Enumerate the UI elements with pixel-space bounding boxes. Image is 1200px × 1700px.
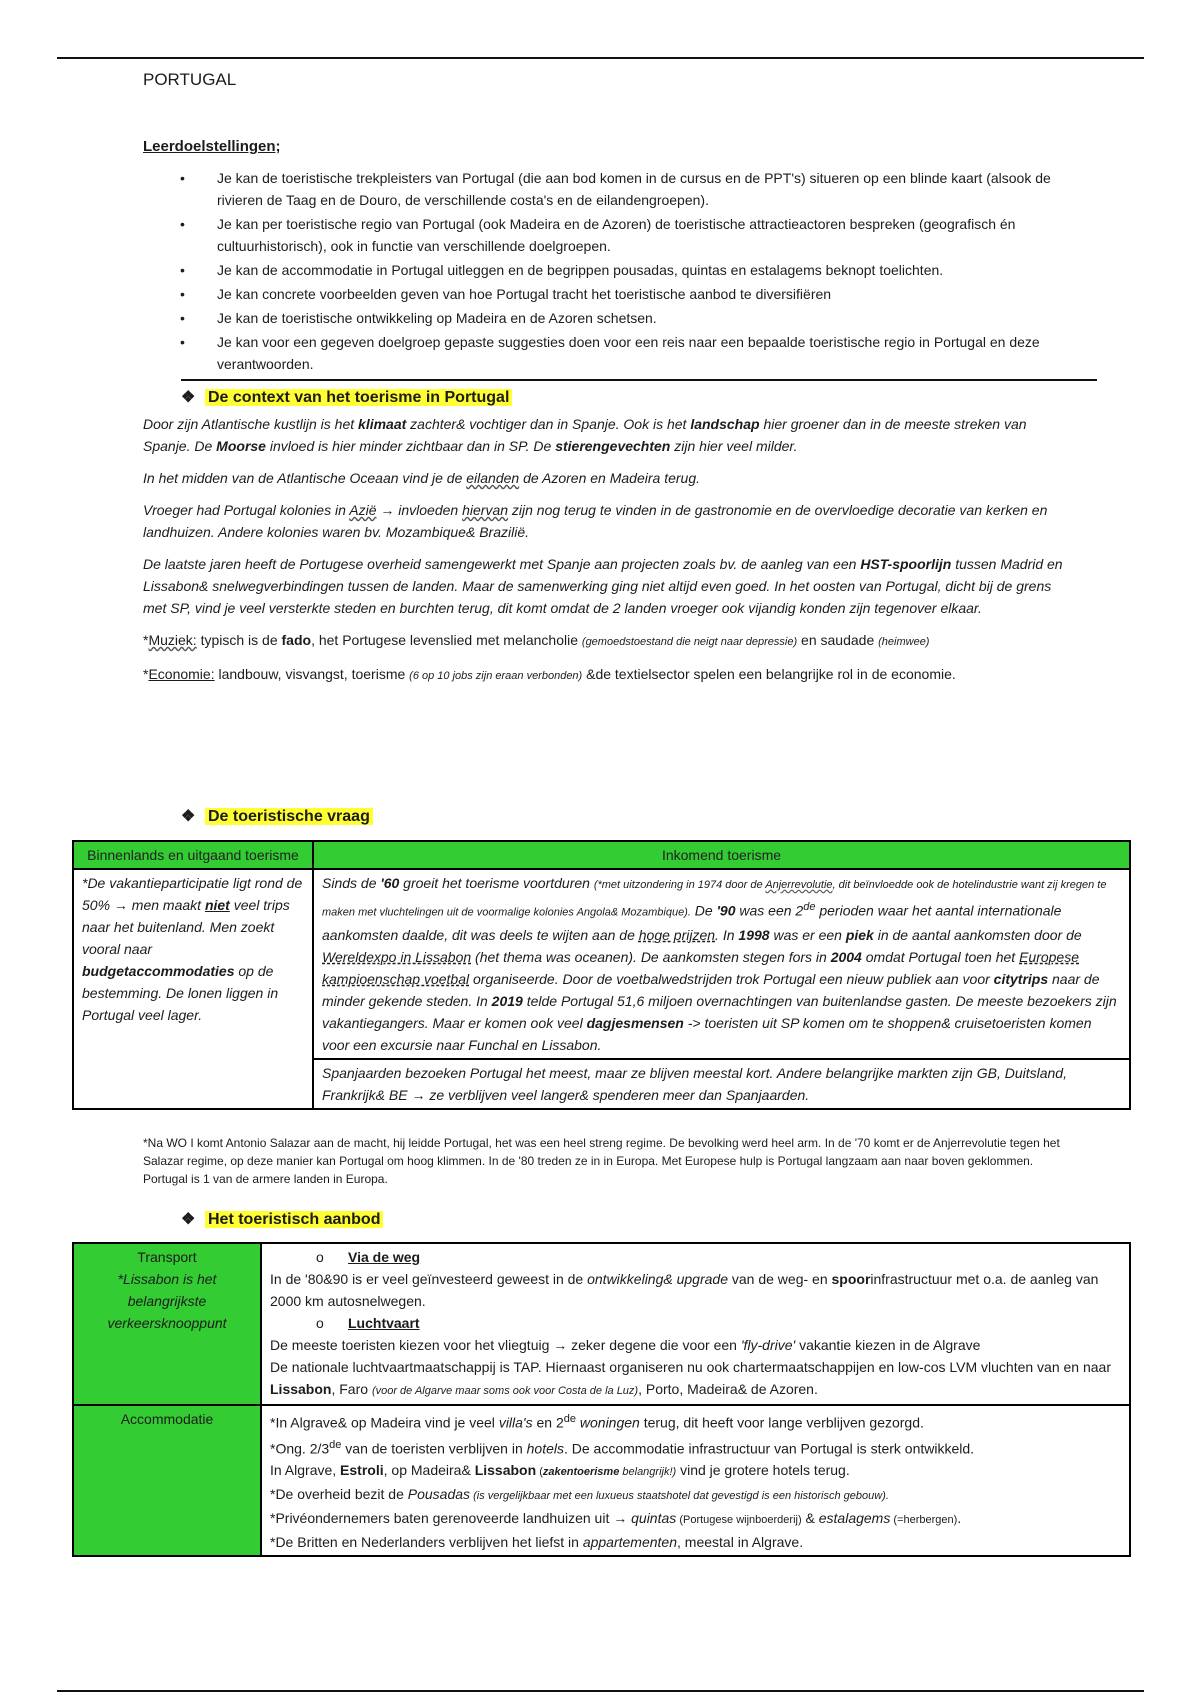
subheading-road: o Via de weg: [270, 1246, 1121, 1268]
bullet-icon: •: [180, 216, 185, 232]
row-label-transport: Transport *Lissabon is het belangrijkste verkeersknooppunt: [73, 1243, 261, 1405]
circle-bullet-icon: o: [316, 1315, 324, 1331]
paragraph-climate: Door zijn Atlantische kustlijn is het klimaat zachter& vochtiger dan in Spanje. Ook is het landschap hier groener dan in de meeste streken van Spanje. De Moorse invloed is hier minder zichtbaar dan in SP. De stierengevechten zijn hier veel milder.: [143, 416, 1027, 454]
cell-inbound-markets: Spanjaarden bezoeken Portugal het meest, maar ze blijven meestal kort. Andere belangrijke markten zijn GB, Duitsland, Frankrijk& BE → ze verblijven veel langer& spenderen meer dan Spanjaarden.: [313, 1059, 1130, 1109]
list-item: • Je kan concrete voorbeelden geven van hoe Portugal tracht het toeristische aanbod te diversifiëren: [143, 283, 1073, 305]
paragraph-spain-cooperation: De laatste jaren heeft de Portugese overheid samengewerkt met Spanje aan projecten zoals bv. de aanleg van een HST-spoorlijn tussen Madrid en Lissabon& snelwegverbindingen tussen de landen. Maar de samenwerking ging niet altijd even goed. In het oosten van Portugal, dicht bij de grens met SP, vind je veel versterkte steden en burchten terug, dit komt omdat de 2 landen vroeger ook vijandig konden zijn tegenover elkaar.: [143, 556, 1063, 616]
doc-title: PORTUGAL: [143, 70, 237, 89]
section-heading-supply: ❖ Het toeristisch aanbod: [181, 1209, 383, 1229]
section-heading-demand: ❖ De toeristische vraag: [181, 806, 373, 826]
list-item: • Je kan voor een gegeven doelgroep gepaste suggesties doen voor een reis naar een bepaalde toeristische regio in Portugal en deze verantwoorden.: [143, 331, 1073, 375]
top-rule: [57, 57, 1144, 59]
subheading-aviation: o Luchtvaart: [270, 1312, 1121, 1334]
bullet-icon: •: [180, 286, 185, 302]
paragraph-music: *Muziek: typisch is de fado, het Portugese levenslied met melancholie (gemoedstoestand die neigt naar depressie) en saudade (heimwee): [143, 632, 930, 648]
col-header-inbound: Inkomend toerisme: [313, 841, 1130, 869]
list-item: • Je kan de accommodatie in Portugal uitleggen en de begrippen pousadas, quintas en estalagems beknopt toelichten.: [143, 259, 1073, 281]
list-item: • Je kan per toeristische regio van Portugal (ook Madeira en de Azoren) de toeristische attractieactoren bespreken (geografisch én cultuurhistorisch), ook in functie van verschillende doelgroepen.: [143, 213, 1073, 257]
diamond-bullet-icon: ❖: [181, 389, 196, 406]
goals-heading: Leerdoelstellingen;: [143, 138, 281, 155]
cell-transport: o Via de weg In de '80&90 is er veel geïnvesteerd geweest in de ontwikkeling& upgrade van de weg- en spoorinfrastructuur met o.a. de aanleg van 2000 km autosnelwegen. o Luchtvaart De meeste toeristen kiezen voor het vliegtuig → zeker degene die voor een 'fly-drive' vakantie kiezen in de Algrave De nationale luchtvaartmaatschappij is TAP. Hiernaast organiseren nu ook chartermaatschappijen en low-cos LVM vluchten van en naar Lissabon, Faro (voor de Algarve maar soms ook voor Costa de la Luz), Porto, Madeira& de Azoren.: [261, 1243, 1130, 1405]
diamond-bullet-icon: ❖: [181, 808, 196, 825]
bullet-icon: •: [180, 310, 185, 326]
paragraph-islands: In het midden van de Atlantische Oceaan vind je de eilanden de Azoren en Madeira terug.: [143, 470, 700, 486]
bullet-icon: •: [180, 262, 185, 278]
section-divider: [181, 379, 1097, 381]
bullet-icon: •: [180, 334, 185, 350]
cell-accommodation: *In Algrave& op Madeira vind je veel villa's en 2de woningen terug, dit heeft voor lange verblijven gezorgd. *Ong. 2/3de van de toeristen verblijven in hotels. De accommodatie infrastructuur van Portugal is sterk ontwikkeld. In Algrave, Estroli, op Madeira& Lissabon (zakentoerisme belangrijk!) vind je grotere hotels terug. *De overheid bezit de Pousadas (is vergelijkbaar met een luxueus staatshotel dat gevestigd is een historisch gebouw). *Privéondernemers baten gerenoveerde landhuizen uit → quintas (Portugese wijnboerderij) & estalagems (=herbergen). *De Britten en Nederlanders verblijven het liefst in appartementen, meestal in Algrave.: [261, 1405, 1130, 1556]
table-row: [73, 869, 1130, 1059]
paragraph-economy: *Economie: landbouw, visvangst, toerisme (6 op 10 jobs zijn eraan verbonden) &de textielsector spelen een belangrijke rol in de economie.: [143, 666, 956, 682]
demand-table: [72, 840, 1131, 1110]
list-item: • Je kan de toeristische trekpleisters van Portugal (die aan bod komen in de cursus en de PPT's) situeren op een blinde kaart (alsook de rivieren de Taag en de Douro, de verschillende costa's en de eilandengroepen).: [143, 167, 1073, 211]
cell-domestic: *De vakantieparticipatie ligt rond de 50% → men maakt niet veel trips naar het buitenland. Men zoekt vooral naar budgetaccommodaties op de bestemming. De lonen liggen in Portugal veel lager.: [73, 869, 313, 1109]
table-row: [73, 1405, 1130, 1556]
goals-list: [143, 167, 1073, 375]
footnote-salazar: *Na WO I komt Antonio Salazar aan de macht, hij leidde Portugal, het was een heel streng regime. De bevolking werd heel arm. In de '70 komt er de Anjerrevolutie tegen het Salazar regime, op deze manier kan Portugal om hoog klimmen. In de '80 treden ze in in Europa. Met Europese hulp is Portugal langzaam aan naar boven geklommen. Portugal is 1 van de armere landen in Europa.: [143, 1136, 1060, 1186]
table-row: [73, 1243, 1130, 1405]
diamond-bullet-icon: ❖: [181, 1211, 196, 1228]
row-label-accommodation: Accommodatie: [73, 1405, 261, 1556]
col-header-domestic: Binnenlands en uitgaand toerisme: [73, 841, 313, 869]
supply-table: [72, 1242, 1131, 1557]
bottom-rule: [57, 1690, 1144, 1692]
paragraph-colonies: Vroeger had Portugal kolonies in Azië → invloeden hiervan zijn nog terug te vinden in de gastronomie en de overvloedige decoratie van kerken en landhuizen. Andere kolonies waren bv. Mozambique& Brazilië.: [143, 502, 1048, 540]
list-item: • Je kan de toeristische ontwikkeling op Madeira en de Azoren schetsen.: [143, 307, 1073, 329]
page-body: [143, 70, 1073, 697]
section-heading-context: ❖ De context van het toerisme in Portugal: [181, 387, 1073, 407]
circle-bullet-icon: o: [316, 1249, 324, 1265]
table-row: [73, 841, 1130, 869]
cell-inbound-history: Sinds de '60 groeit het toerisme voortduren (*met uitzondering in 1974 door de Anjerrevolutie, dit beïnvloedde ook de hotelindustrie want zij kregen te maken met vluchtelingen uit de voormalige kolonies Angola& Mozambique). De '90 was een 2de perioden waar het aantal internationale aankomsten daalde, dit was deels te wijten aan de hoge prijzen. In 1998 was er een piek in de aantal aankomsten door de Wereldexpo in Lissabon (het thema was oceanen). De aankomsten stegen fors in 2004 omdat Portugal toen het Europese kampioenschap voetbal organiseerde. Door de voetbalwedstrijden trok Portugal een nieuw publiek aan voor citytrips naar de minder gekende steden. In 2019 telde Portugal 51,6 miljoen overnachtingen van buitenlandse gasten. De meeste bezoekers zijn vakantiegangers. Maar er komen ook veel dagjesmensen -> toeristen uit SP komen om te shoppen& cruisetoeristen komen voor een excursie naar Funchal en Lissabon.: [313, 869, 1130, 1059]
bullet-icon: •: [180, 170, 185, 186]
